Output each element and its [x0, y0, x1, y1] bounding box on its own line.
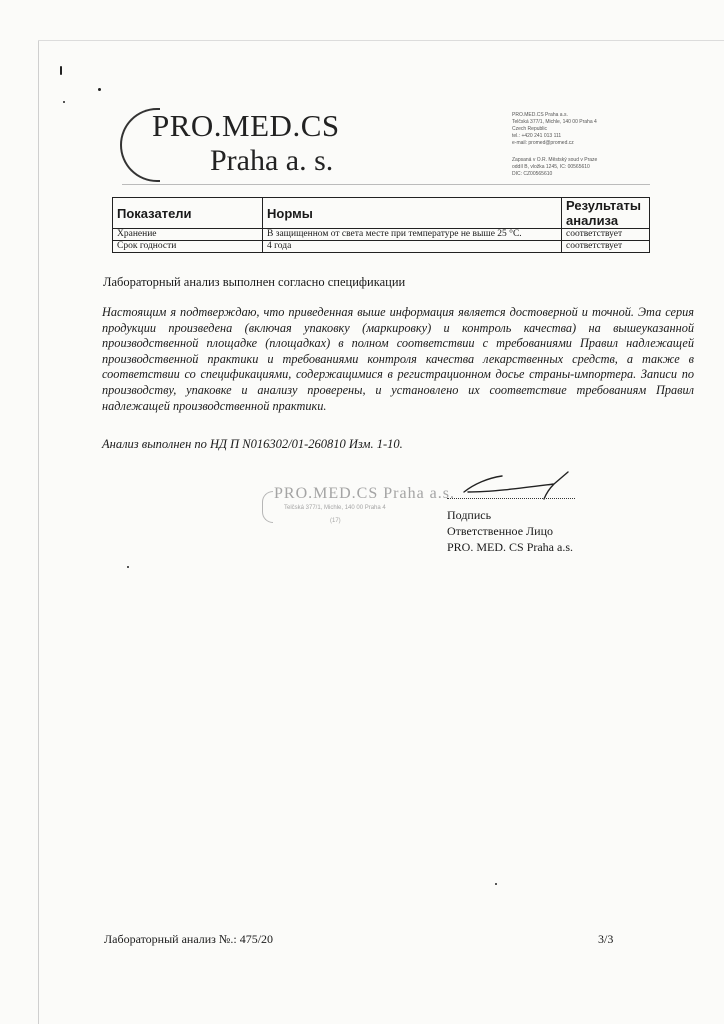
company-name: PRO. MED. CS Praha a.s. — [447, 540, 574, 554]
company-stamp — [262, 485, 456, 533]
analysis-reference: Анализ выполнен по НД П N016302/01-260810 Изм. 1-10. — [102, 437, 403, 451]
page-number: 3/3 — [598, 932, 614, 946]
table-cell: 4 года — [263, 241, 562, 253]
address-line: e-mail: promed@promed.cz — [512, 140, 574, 146]
stamp-line1: PRO.MED.CS Praha a.s. — [274, 485, 456, 502]
page-top-edge — [38, 40, 724, 41]
specification-table — [112, 197, 650, 253]
address-line: oddíl B, vložka 1245, IČ: 00565610 — [512, 164, 590, 170]
table-cell: соответствует — [562, 229, 650, 241]
logo-line2: Praha a. s. — [210, 144, 334, 177]
table-cell: Хранение — [113, 229, 263, 241]
responsible-person: Ответственное Лицо — [447, 524, 554, 538]
stamp-arc — [262, 491, 273, 523]
table-row — [113, 229, 650, 241]
address-line: DIČ: CZ00565610 — [512, 171, 553, 177]
declaration-paragraph: Настоящим я подтверждаю, что приведенная выше информация является достоверной и точной. Эта серия продукции произведена (включая упаковку (маркировку) и контроль качества) на вышеуказанной производственной площадке (площадках) в полном соответствии с требованиями Правил надлежащей производственной практики и требованиями контроля качества лекарственных средств, а также в соответствии со спецификациями, содержащимися в регистрационном досье страны-импортера. Записи по производству, упаковке и анализу проверены, и установлено их соответствие требованиям Правил надлежащей производственной практики. — [102, 305, 694, 413]
header-norms: Нормы — [263, 198, 562, 229]
address-line: Telčská 377/1, Michle, 140 00 Praha 4 — [512, 119, 597, 125]
table-cell: Срок годности — [113, 241, 263, 253]
address-line: Czech Republic — [512, 126, 548, 132]
company-address — [512, 112, 682, 178]
company-logo — [118, 104, 358, 188]
address-line: Zapsaná v O.R. Městský soud v Praze — [512, 157, 598, 163]
stamp-line2: Telčská 377/1, Michle, 140 00 Praha 4 — [284, 505, 386, 511]
header-results: Результаты анализа — [562, 198, 650, 229]
signature-line — [447, 498, 575, 499]
logo-line1: PRO.MED.CS — [152, 108, 340, 143]
address-line: tel.: +420 241 013 111 — [512, 133, 562, 139]
signature-block — [447, 507, 573, 555]
header-divider — [122, 184, 650, 185]
page-left-edge — [38, 40, 39, 1024]
table-cell: соответствует — [562, 241, 650, 253]
table-cell: В защищенном от света месте при температуре не выше 25 °С. — [263, 229, 562, 241]
signature-label: Подпись — [447, 508, 492, 522]
lab-statement: Лабораторный анализ выполнен согласно спецификации — [103, 275, 406, 289]
table-row — [113, 241, 650, 253]
stamp-line3: (17) — [330, 518, 341, 524]
table-header-row — [113, 198, 650, 229]
header-indicators: Показатели — [113, 198, 263, 229]
handwritten-signature — [462, 470, 572, 500]
address-line: PRO.MED.CS Praha a.s. — [512, 112, 568, 118]
footer-lab-number: Лабораторный анализ №.: 475/20 — [104, 932, 274, 946]
